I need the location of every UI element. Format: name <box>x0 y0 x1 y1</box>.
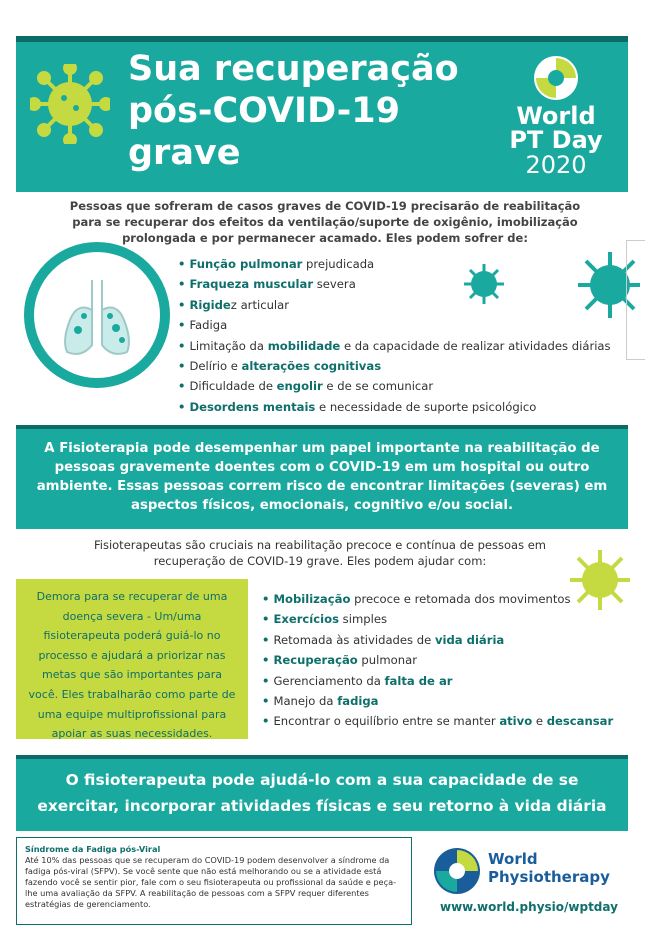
lungs-icon <box>22 240 172 390</box>
footnote-box <box>16 837 412 925</box>
help-list <box>262 589 622 732</box>
list-item: • Dificuldade de engolir e de se comunicar <box>178 376 618 396</box>
list-item: • Mobilização precoce e retomada dos movimentos <box>262 589 622 609</box>
info-banner <box>16 425 628 529</box>
header-banner <box>16 36 628 192</box>
page-edge <box>626 240 645 360</box>
world-physiotherapy-logo <box>432 846 632 926</box>
recovery-note <box>16 579 248 739</box>
logo-year: 2020 <box>525 151 587 179</box>
list-item: • Encontrar o equilíbrio entre se manter ativo e descansar <box>262 711 622 731</box>
world-pt-day-logo <box>506 54 606 178</box>
list-item: • Gerenciamento da falta de ar <box>262 671 622 691</box>
logo-line1: World <box>516 102 596 130</box>
list-item: • Rigidez articular <box>178 295 618 315</box>
list-item: • Limitação da mobilidade e da capacidade de realizar atividades diárias <box>178 336 618 356</box>
help-intro: Fisioterapeutas são cruciais na reabilitação precoce e contínua de pessoas em recuperação de COVID-19 grave. Eles podem ajudar com: <box>93 538 546 568</box>
logo-line2: PT Day <box>509 126 603 154</box>
list-item: • Manejo da fadiga <box>262 691 622 711</box>
list-item: • Delírio e alterações cognitivas <box>178 356 618 376</box>
list-item: • Fadiga <box>178 315 618 335</box>
website-link[interactable]: www.world.physio/wptday <box>440 900 618 914</box>
virus-icon <box>462 262 506 306</box>
cta-banner <box>16 755 628 831</box>
list-item: • Exercícios simples <box>262 609 622 629</box>
list-item: • Fraqueza muscular severa <box>178 274 618 294</box>
list-item: • Recuperação pulmonar <box>262 650 622 670</box>
virus-icon <box>30 64 110 144</box>
logo-icon <box>532 54 580 102</box>
logo-icon <box>432 846 482 896</box>
symptom-list <box>178 254 618 417</box>
brand-name: World Physiotherapy <box>488 850 610 886</box>
footnote-title: Síndrome da Fadiga pós-Viral <box>25 844 161 854</box>
banner-text: A Fisioterapia pode desempenhar um papel importante na reabilitação de pessoas gravemente doentes com o COVID-19 em um hospital ou outro ambiente. Essas pessoas correm risco de encontrar limitações (severas) em aspectos físicos, emocionais, cognitivo e/ou social. <box>36 441 608 513</box>
footnote-text: Até 10% das pessoas que se recuperam do COVID-19 podem desenvolver a síndrome da fadiga pós-viral (SFPV). Se você sente que não está melhorando ou se a atividade está fazendo você se sentir pior, fale com o seu fisioterapeuta ou profissional da saúde e peça-lhe uma avaliação da SFPV. A reabilitação de pessoas com a SFPV requer diferentes estratégias de gerenciamento. <box>25 855 397 909</box>
recovery-note-text: Demora para se recuperar de uma doença severa - Um/uma fisioterapeuta poderá guiá-lo no processo e ajudará a priorizar nas metas que são importantes para você. Eles trabalharão como parte de uma equipe multiprofissional para apoiar as suas necessidades. <box>28 590 236 741</box>
list-item: • Retomada às atividades de vida diária <box>262 630 622 650</box>
cta-text: O fisioterapeuta pode ajudá-lo com a sua capacidade de se exercitar, incorporar atividades físicas e seu retorno à vida diária <box>37 771 607 815</box>
list-item: • Função pulmonar prejudicada <box>178 254 618 274</box>
intro-text: Pessoas que sofreram de casos graves de COVID-19 precisarão de reabilitação para se recuperar dos efeitos da ventilação/suporte de oxigênio, imobilização prolongada e por permanecer acamado. Eles podem sofrer de: <box>69 199 581 245</box>
list-item: • Desordens mentais e necessidade de suporte psicológico <box>178 397 618 417</box>
page-title: Sua recuperação pós-COVID-19 grave <box>128 49 459 173</box>
